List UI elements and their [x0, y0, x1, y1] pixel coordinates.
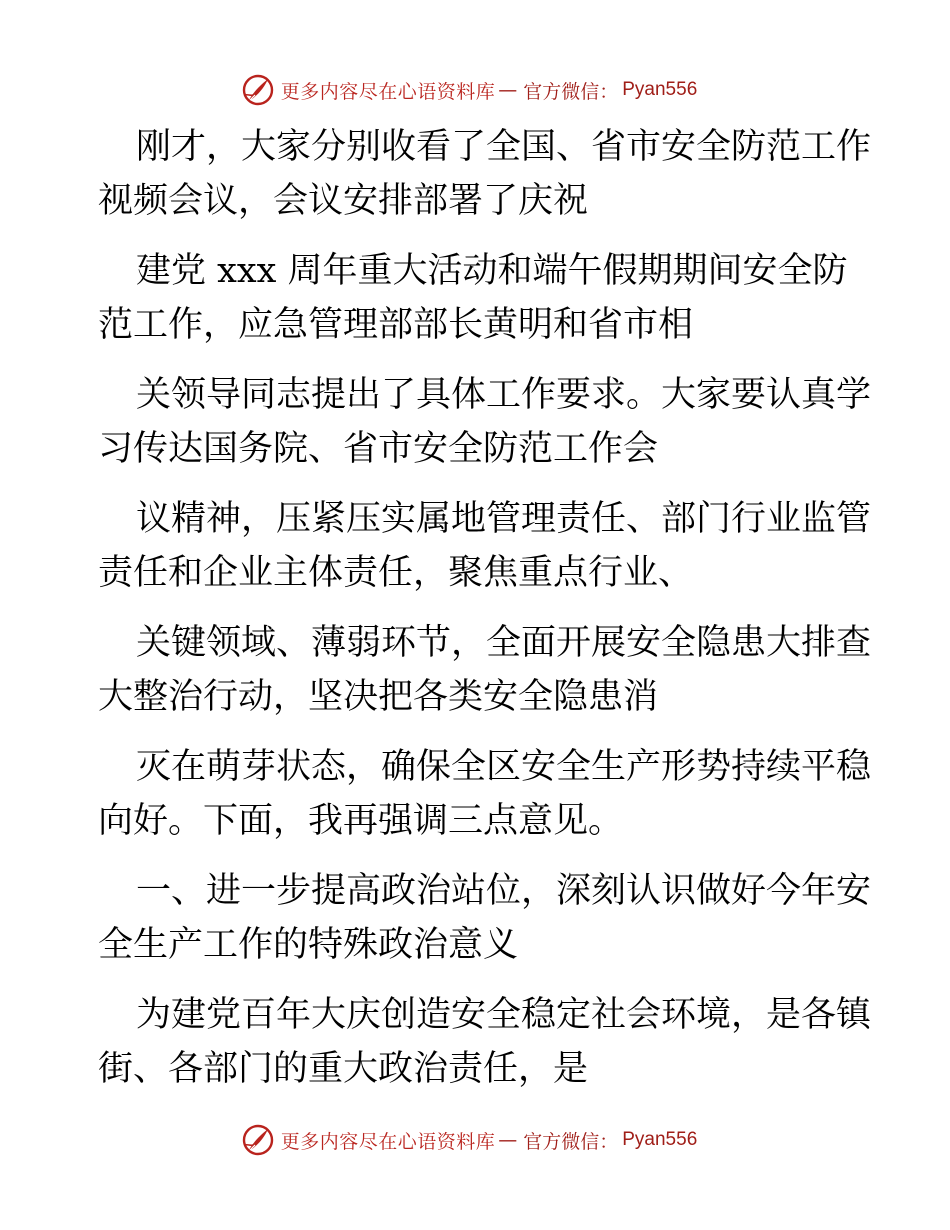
paragraph-line: 大整治行动，坚决把各类安全隐患消: [98, 677, 659, 717]
paragraph: [98, 616, 872, 724]
paragraph: [98, 368, 872, 476]
paragraph-line: 灭在萌芽状态，确保全区安全生产形势持续平稳: [136, 747, 872, 787]
banner-wechat-label: 官方微信：: [523, 1130, 619, 1153]
paragraph-line: 全生产工作的特殊政治意义: [98, 925, 519, 965]
banner-wechat-label: 官方微信：: [523, 80, 619, 103]
paragraph-line: 为建党百年大庆创造安全稳定社会环境，是各镇: [136, 995, 872, 1035]
banner-title: 更多内容尽在心语资料库: [280, 80, 496, 103]
section-heading: [98, 864, 872, 972]
paragraph-line: 向好。下面，我再强调三点意见。: [98, 801, 624, 841]
banner-title: 更多内容尽在心语资料库: [280, 1130, 496, 1153]
paragraph-line: 视频会议，会议安排部署了庆祝: [98, 181, 589, 221]
paragraph: [98, 740, 872, 848]
paragraph-line: 关领导同志提出了具体工作要求。大家要认真学: [136, 375, 872, 415]
banner-dash: —: [498, 1129, 518, 1151]
paragraph: [98, 244, 868, 352]
paragraph-line: 习传达国务院、省市安全防范工作会: [98, 429, 659, 469]
banner-dash: —: [498, 79, 518, 101]
quill-pen-circle-icon: [241, 73, 275, 107]
banner-wechat-id: Pyan556: [622, 79, 698, 100]
paragraph: [98, 988, 872, 1096]
paragraph-line: 责任和企业主体责任，聚焦重点行业、: [98, 553, 694, 593]
paragraph-line: 刚才，大家分别收看了全国、省市安全防范工作: [136, 127, 872, 167]
paragraph: [98, 492, 872, 600]
banner-wechat-id: Pyan556: [622, 1129, 698, 1150]
header-banner: [0, 70, 950, 110]
paragraph-line: 建党 xxx 周年重大活动和端午假期期间安全防: [136, 251, 848, 291]
paragraph-line: 议精神，压紧压实属地管理责任、部门行业监管: [136, 499, 872, 539]
quill-pen-circle-icon: [241, 1123, 275, 1157]
paragraph-line: 关键领域、薄弱环节，全面开展安全隐患大排查: [136, 623, 872, 663]
paragraph-line: 范工作，应急管理部部长黄明和省市相: [98, 305, 694, 345]
document-body: [98, 120, 872, 1112]
paragraph: [98, 120, 872, 228]
footer-banner: [0, 1120, 950, 1160]
paragraph-line: 街、各部门的重大政治责任，是: [98, 1049, 589, 1089]
paragraph-line: 一、进一步提高政治站位，深刻认识做好今年安: [136, 871, 872, 911]
